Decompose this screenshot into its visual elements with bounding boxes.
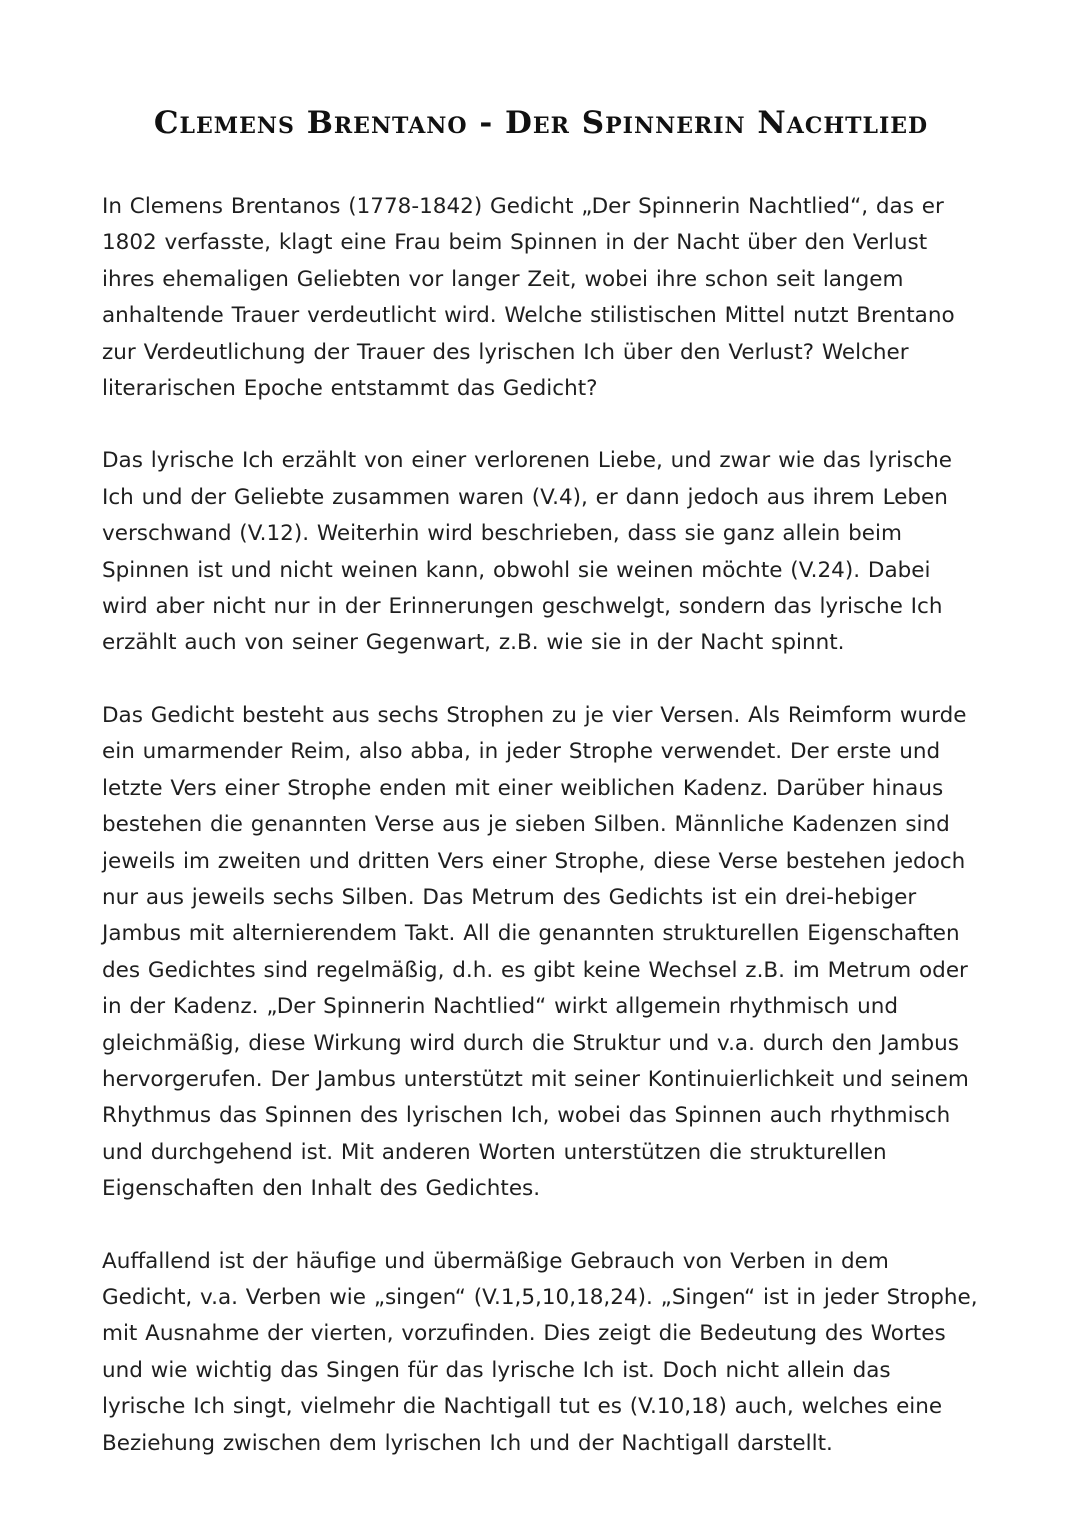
paragraph-content: Das lyrische Ich erzählt von einer verlorenen Liebe, und zwar wie das lyrische Ich und der Geliebte zusammen waren (V.4), er dann jedoch aus ihrem Leben verschwand (V.12). Weiterhin wird beschrieben, dass sie ganz allein beim Spinnen ist und nicht weinen kann, obwohl sie weinen möchte (V.24). Dabei wird aber nicht nur in der Erinnerungen geschwelgt, sondern das lyrische Ich erzählt auch von seiner Gegenwart, z.B. wie sie in der Nacht spinnt. bbox=[102, 448, 952, 656]
document-title: Clemens Brentano - Der Spinnerin Nachtlied bbox=[153, 105, 929, 141]
paragraph-verbs: Auffallend ist der häufige und übermäßige Gebrauch von Verben in dem Gedicht, v.a. Verben wie „singen“ (V.1,5,10,18,24). „Singen“ ist in jeder Strophe, mit Ausnahme der vierten, vorzufinden. Dies zeigt die Bedeutung des Wortes und wie wichtig das Singen für das lyrische Ich ist. Doch nicht allein das lyrische Ich singt, vielmehr die Nachtigall tut es (V.10,18) auch, welches eine Beziehung zwischen dem lyrischen Ich und der Nachtigall darstellt. bbox=[102, 1248, 978, 1456]
paragraph-structure: Das Gedicht besteht aus sechs Strophen zu je vier Versen. Als Reimform wurde ein umarmender Reim, also abba, in jeder Strophe verwendet. Der erste und letzte Vers einer Strophe enden mit einer weiblichen Kadenz. Darüber hinaus bestehen die genannten Verse aus je sieben Silben. Männliche Kadenzen sind jeweils im zweiten und dritten Vers einer Strophe, diese Verse bestehen jedoch nur aus jeweils sechs Silben. Das Metrum des Gedichts ist ein drei-hebiger Jambus mit alternierendem Takt. All die genannten strukturellen Eigenschaften des Gedichtes sind regelmäßig, d.h. es gibt keine Wechsel z.B. im Metrum oder in der Kadenz. „Der Spinnerin Nachtlied“ wirkt allgemein rhythmisch und gleichmäßig, diese Wirkung wird durch die Struktur und v.a. durch den Jambus hervorgerufen. Der Jambus unterstützt mit seiner Kontinuierlichkeit und seinem Rhythmus das Spinnen des lyrischen Ich, wobei das Spinnen auch rhythmisch und durchgehend ist. Mit anderen Worten unterstützen die strukturellen Eigenschaften den Inhalt des Gedichtes. bbox=[102, 702, 969, 1202]
paragraph-introduction: In Clemens Brentanos (1778-1842) Gedicht „Der Spinnerin Nachtlied“, das er 1802 verfasste, klagt eine Frau beim Spinnen in der Nacht über den Verlust ihres ehemaligen Geliebten vor langer Zeit, wobei ihre schon seit langem anhaltende Trauer verdeutlicht wird. Welche stilistischen Mittel nutzt Brentano zur Verdeutlichung der Trauer des lyrischen Ich über den Verlust? Welcher literarischen Epoche entstammt das Gedicht? bbox=[102, 194, 955, 402]
